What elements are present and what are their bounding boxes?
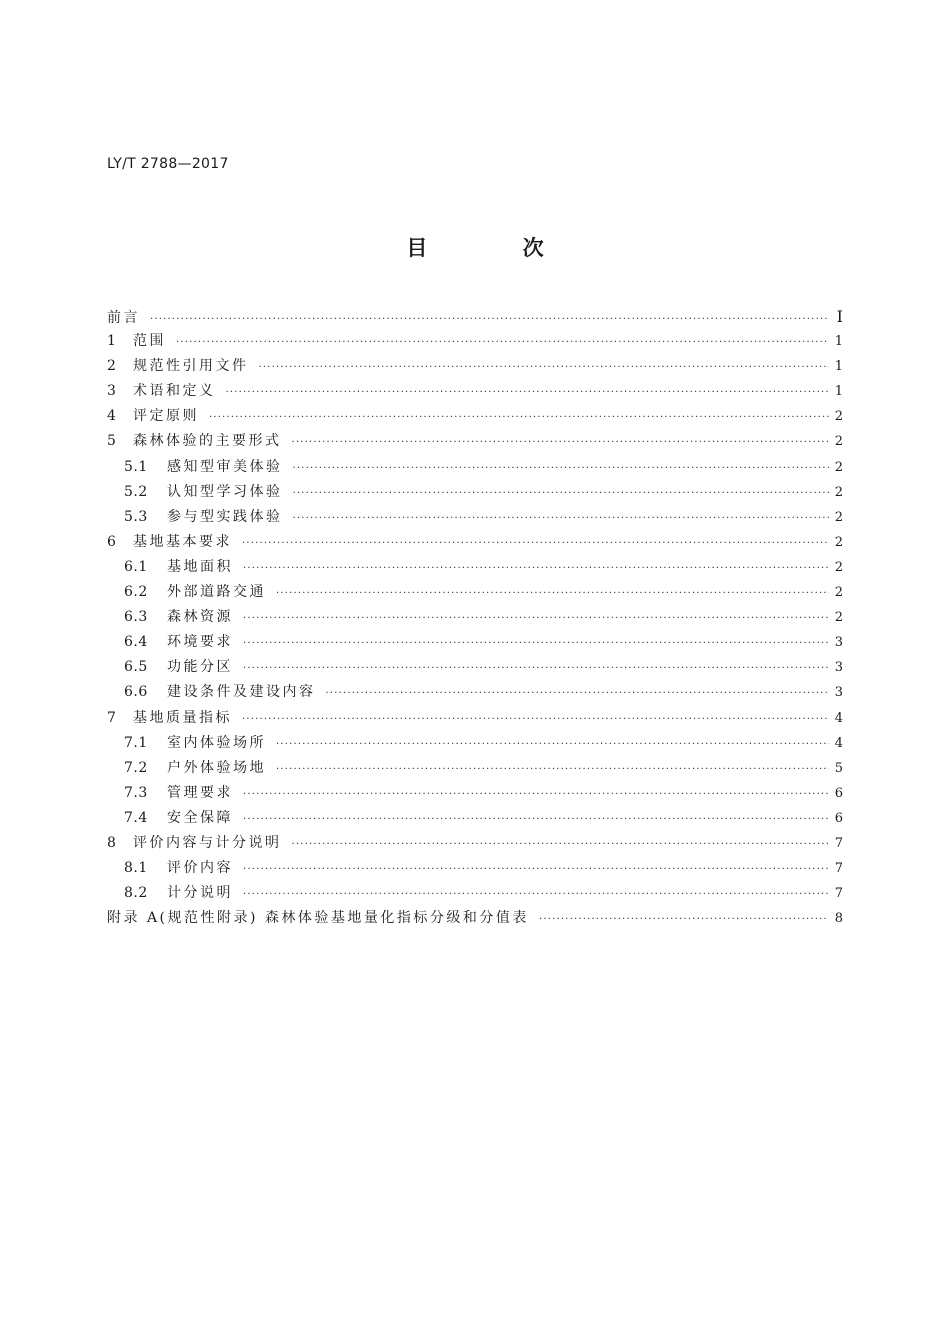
toc-entry-2[interactable] — [107, 354, 843, 379]
toc-entry-5-2[interactable] — [107, 480, 843, 505]
toc-entry-page: 2 — [834, 409, 843, 425]
leader-dots — [292, 832, 829, 857]
toc-entry-page: 3 — [834, 635, 843, 651]
toc-entry-page: 6 — [834, 785, 843, 801]
toc-entry-number: 5 — [107, 433, 117, 450]
toc-entry-page: 3 — [834, 660, 843, 676]
toc-entry-number: 6.2 — [124, 584, 148, 601]
toc-entry-label: 基地面积 — [167, 558, 233, 575]
toc-entry-number: 6.1 — [124, 558, 148, 575]
leader-dots — [293, 456, 829, 481]
table-of-contents — [107, 304, 843, 931]
leader-dots — [292, 430, 829, 455]
leader-dots — [243, 656, 829, 681]
leader-dots — [276, 581, 829, 606]
toc-entry-page: 8 — [834, 911, 843, 927]
toc-entry-page: 2 — [834, 559, 843, 575]
toc-entry-page: 7 — [834, 861, 843, 877]
toc-entry-page: 2 — [834, 534, 843, 550]
toc-entry-number: 8 — [107, 834, 117, 851]
toc-entry-number: 6.3 — [124, 609, 148, 626]
leader-dots — [176, 330, 829, 355]
toc-entry-6-3[interactable] — [107, 605, 843, 630]
toc-entry-label: 范围 — [133, 333, 166, 350]
toc-entry-label: 森林体验的主要形式 — [133, 433, 282, 450]
leader-dots — [276, 732, 829, 757]
toc-entry-label: 基地质量指标 — [133, 709, 232, 726]
toc-entry-number: 7.4 — [124, 809, 148, 826]
leader-dots — [209, 405, 829, 430]
toc-entry-label: 评定原则 — [133, 408, 199, 425]
leader-dots — [539, 907, 829, 932]
toc-entry-page: 2 — [834, 434, 843, 450]
leader-dots — [150, 307, 829, 332]
toc-entry-7-2[interactable] — [107, 756, 843, 781]
toc-entry-label: 森林资源 — [167, 609, 233, 626]
toc-entry-page: 2 — [834, 484, 843, 500]
toc-entry-6-1[interactable] — [107, 555, 843, 580]
toc-entry-4[interactable] — [107, 404, 843, 429]
toc-entry-page: 7 — [834, 886, 843, 902]
leader-dots — [242, 531, 829, 556]
toc-entry-number: 7 — [107, 709, 117, 726]
toc-entry-page: 1 — [834, 334, 843, 350]
toc-entry-page: 2 — [834, 509, 843, 525]
toc-entry-page: Ⅰ — [836, 307, 843, 326]
toc-entry-label: 管理要求 — [167, 784, 233, 801]
toc-entry-label: 认知型学习体验 — [167, 483, 283, 500]
toc-entry-3[interactable] — [107, 379, 843, 404]
toc-entry-page: 7 — [834, 835, 843, 851]
toc-entry-label: 规范性引用文件 — [133, 358, 249, 375]
toc-entry-6-4[interactable] — [107, 630, 843, 655]
toc-entry-label: 安全保障 — [167, 809, 233, 826]
leader-dots — [243, 631, 829, 656]
leader-dots — [293, 481, 829, 506]
toc-entry-number: 5.3 — [124, 508, 148, 525]
toc-entry-label: 功能分区 — [167, 659, 233, 676]
toc-entry-foreword[interactable] — [107, 304, 843, 329]
toc-entry-number: 7.1 — [124, 734, 148, 751]
leader-dots — [259, 355, 829, 380]
toc-entry-label: 术语和定义 — [133, 383, 216, 400]
toc-entry-page: 4 — [834, 710, 843, 726]
document-id: LY/T 2788—2017 — [107, 156, 229, 172]
toc-entry-label: 计分说明 — [167, 885, 233, 902]
toc-entry-7-1[interactable] — [107, 731, 843, 756]
toc-entry-number: 6.4 — [124, 634, 148, 651]
toc-entry-6-5[interactable] — [107, 655, 843, 680]
toc-entry-page: 6 — [834, 810, 843, 826]
toc-entry-6-2[interactable] — [107, 580, 843, 605]
toc-entry-number: 7.2 — [124, 759, 148, 776]
toc-entry-number: 6 — [107, 533, 117, 550]
toc-entry-number: 2 — [107, 358, 117, 375]
toc-entry-page: 5 — [834, 760, 843, 776]
toc-entry-6-6[interactable] — [107, 680, 843, 705]
toc-entry-number: 1 — [107, 333, 117, 350]
toc-entry-6[interactable] — [107, 530, 843, 555]
toc-entry-page: 2 — [834, 459, 843, 475]
toc-entry-label: 评价内容 — [167, 860, 233, 877]
toc-entry-label: 外部道路交通 — [167, 584, 266, 601]
toc-entry-page: 1 — [834, 359, 843, 375]
toc-entry-number: 6.5 — [124, 659, 148, 676]
toc-entry-8-2[interactable] — [107, 881, 843, 906]
toc-entry-label: 附录 A(规范性附录) 森林体验基地量化指标分级和分值表 — [107, 910, 529, 927]
leader-dots — [243, 556, 829, 581]
leader-dots — [243, 782, 829, 807]
leader-dots — [276, 757, 829, 782]
toc-entry-5-3[interactable] — [107, 505, 843, 530]
toc-entry-page: 2 — [834, 585, 843, 601]
toc-entry-label: 室内体验场所 — [167, 734, 266, 751]
toc-entry-label: 评价内容与计分说明 — [133, 834, 282, 851]
leader-dots — [242, 707, 829, 732]
toc-entry-label: 参与型实践体验 — [167, 508, 283, 525]
toc-entry-label: 户外体验场地 — [167, 759, 266, 776]
leader-dots — [243, 857, 829, 882]
toc-entry-7-3[interactable] — [107, 781, 843, 806]
toc-entry-number: 3 — [107, 383, 117, 400]
toc-entry-number: 6.6 — [124, 684, 148, 701]
toc-entry-page: 4 — [834, 735, 843, 751]
toc-entry-label: 基地基本要求 — [133, 533, 232, 550]
leader-dots — [293, 506, 829, 531]
toc-entry-label: 环境要求 — [167, 634, 233, 651]
leader-dots — [326, 681, 829, 706]
leader-dots — [243, 882, 829, 907]
toc-title: 目 次 — [406, 236, 588, 260]
toc-entry-5-1[interactable] — [107, 455, 843, 480]
toc-entry-label: 感知型审美体验 — [167, 458, 283, 475]
leader-dots — [226, 380, 829, 405]
leader-dots — [243, 807, 829, 832]
toc-entry-number: 5.2 — [124, 483, 148, 500]
leader-dots — [243, 606, 829, 631]
toc-entry-8-1[interactable] — [107, 856, 843, 881]
toc-entry-number: 5.1 — [124, 458, 148, 475]
toc-entry-8[interactable] — [107, 831, 843, 856]
toc-entry-number: 7.3 — [124, 784, 148, 801]
toc-entry-number: 4 — [107, 408, 117, 425]
toc-entry-page: 3 — [834, 685, 843, 701]
toc-entry-1[interactable] — [107, 329, 843, 354]
toc-entry-label: 前言 — [107, 310, 140, 326]
toc-entry-number: 8.2 — [124, 885, 148, 902]
toc-entry-number: 8.1 — [124, 860, 148, 877]
toc-entry-appendix-a[interactable] — [107, 906, 843, 931]
toc-entry-page: 2 — [834, 610, 843, 626]
toc-entry-7-4[interactable] — [107, 806, 843, 831]
toc-entry-5[interactable] — [107, 429, 843, 454]
toc-entry-7[interactable] — [107, 706, 843, 731]
toc-entry-page: 1 — [834, 384, 843, 400]
toc-entry-label: 建设条件及建设内容 — [167, 684, 316, 701]
